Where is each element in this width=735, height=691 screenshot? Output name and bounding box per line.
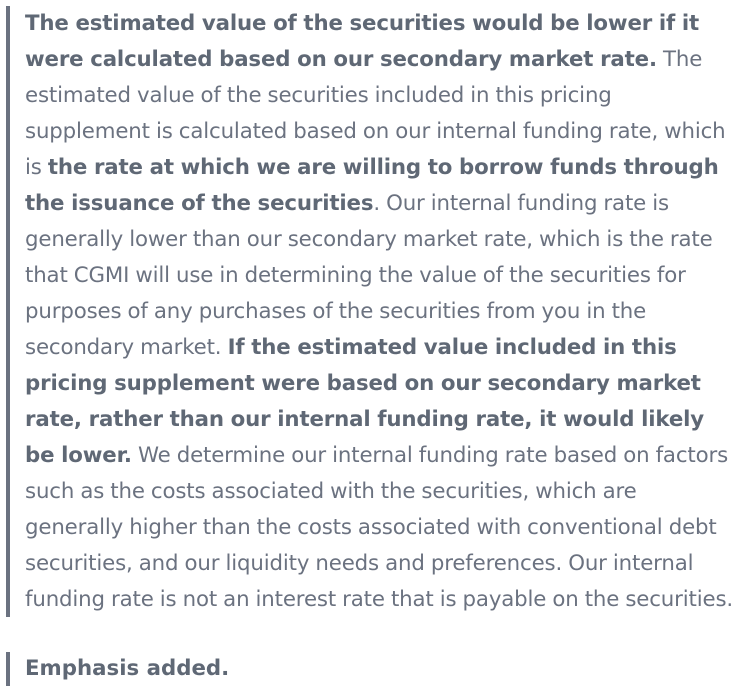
body-text-3: We determine our internal funding rate based on factors such as the costs associated with the securities, which are generally higher than the costs associated with conventional debt securities, and our liquidity needs and preferences. Our internal funding rate is not an interest rate that is payable on the securities. xyxy=(25,443,734,612)
blockquote-pricing-supplement xyxy=(6,6,735,617)
lead-sentence-bold: The estimated value of the securities would be lower if it were calculated based on our secondary market rate. xyxy=(25,11,700,72)
emphasis-borrow-rate: the rate at which we are willing to borrow funds through the issuance of the securities xyxy=(25,155,719,216)
emphasis-would-be-lower: If the estimated value included in this pricing supplement were based on our secondary market rate, rather than our internal funding rate, it would likely be lower. xyxy=(25,335,705,468)
emphasis-added-note: Emphasis added. xyxy=(25,656,230,681)
body-text-1: The estimated value of the securities included in this pricing supplement is calculated based on our internal funding rate, which is xyxy=(25,47,726,180)
quote-paragraph xyxy=(25,6,735,618)
blockquote-emphasis-note xyxy=(6,652,735,686)
body-text-2: . Our internal funding rate is generally lower than our secondary market rate, which is the rate that CGMI will use in determining the value of the securities for purposes of any purchases of the securities from you in the secondary market. xyxy=(25,191,713,360)
